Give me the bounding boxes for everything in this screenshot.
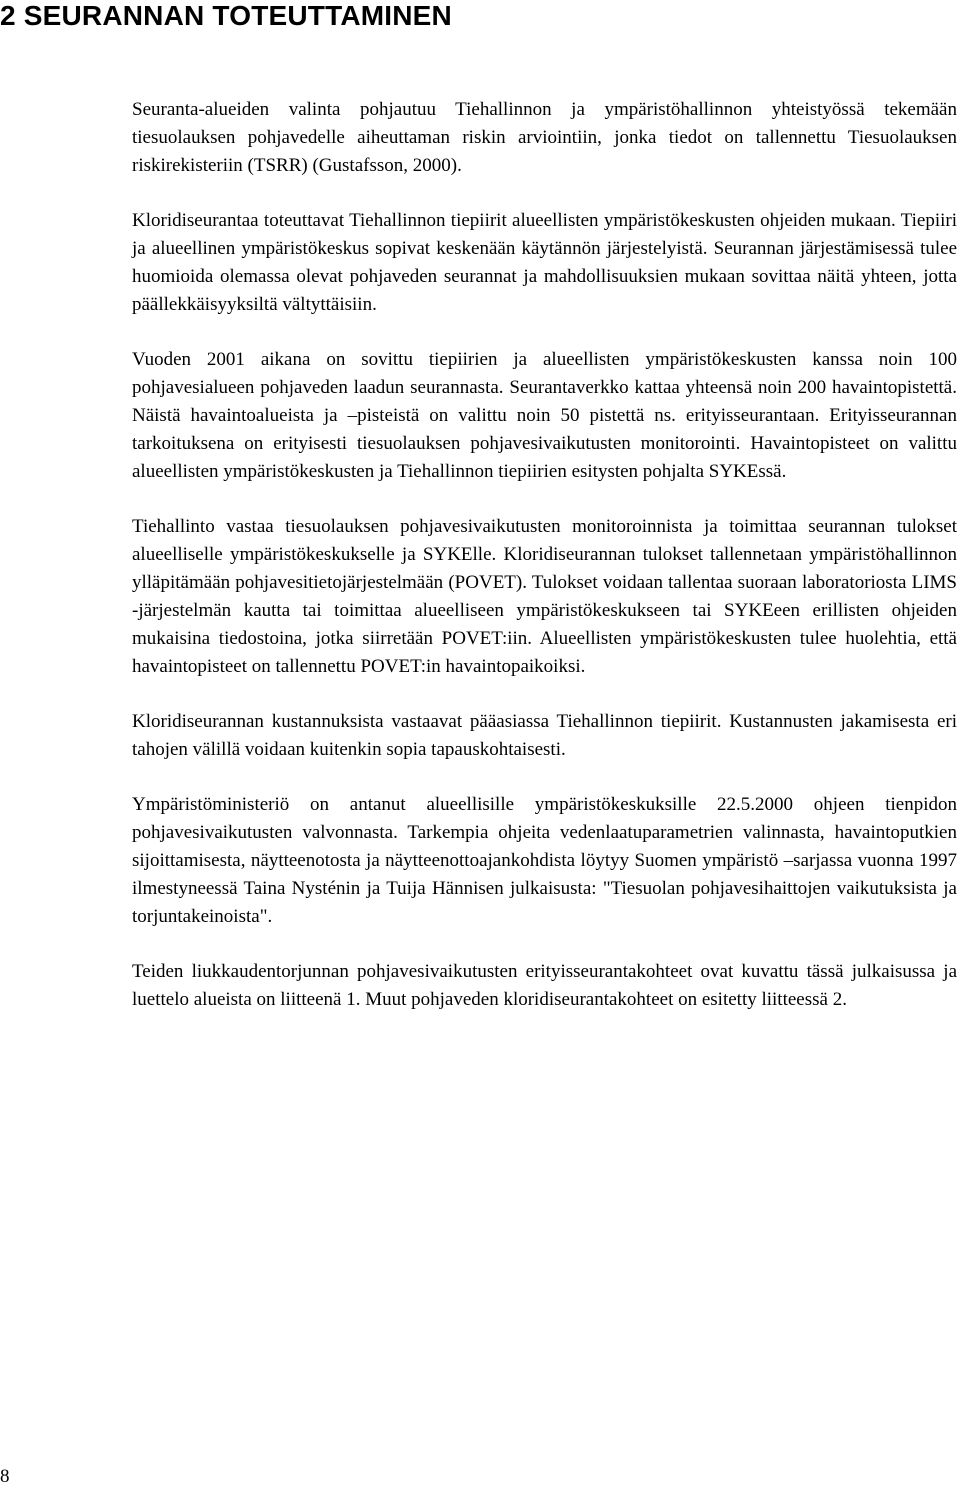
paragraph-chloride-monitoring: Kloridiseurantaa toteuttavat Tiehallinnon tiepiirit alueellisten ympäristökeskusten ohjeiden mukaan. Tiepiiri ja alueellinen ympäristökeskus sopivat keskenään käytännön järjestelyistä. Seurannan järjestämisessä tulee huomioida olemassa olevat pohjaveden seurannat ja mahdollisuuksien mukaan sovittaa näitä yhteen, jotta päällekkäisyyksiltä vältyttäisiin.	[132, 210, 957, 315]
paragraph-ministry-guidance: Ympäristöministeriö on antanut alueellisille ympäristökeskuksille 22.5.2000 ohjeen tienpidon pohjavesivaikutusten valvonnasta. Tarkempia ohjeita vedenlaatuparametrien valinnasta, havaintoputkien sijoittamisesta, näytteenotosta ja näytteenottoajankohdista löytyy Suomen ympäristö –sarjassa vuonna 1997 ilmestyneessä Taina Nysténin ja Tuija Hännisen julkaisusta: "Tiesuolan pohjavesihaittojen vaikutuksista ja torjuntakeinoista".	[132, 794, 957, 927]
page-number: 8	[0, 1466, 10, 1487]
section-heading: 2 SEURANNAN TOTEUTTAMINEN	[0, 0, 452, 31]
paragraph-site-selection: Seuranta-alueiden valinta pohjautuu Tiehallinnon ja ympäristöhallinnon yhteistyössä tekemään tiesuolauksen pohjavedelle aiheuttaman riskin arviointiin, jonka tiedot on tallennettu Tiesuolauksen riskirekisteriin (TSRR) (Gustafsson, 2000).	[132, 99, 957, 176]
section-body	[132, 96, 957, 1041]
paragraph-appendices: Teiden liukkaudentorjunnan pohjavesivaikutusten erityisseurantakohteet ovat kuvattu tässä julkaisussa ja luettelo alueista on liitteenä 1. Muut pohjaveden kloridiseurantakohteet on esitetty liitteessä 2.	[132, 961, 957, 1010]
paragraph-monitoring-network: Vuoden 2001 aikana on sovittu tiepiirien ja alueellisten ympäristökeskusten kanssa noin 100 pohjavesialueen pohjaveden laadun seurannasta. Seurantaverkko kattaa yhteensä noin 200 havaintopistettä. Näistä havaintoalueista ja –pisteistä on valittu noin 50 pistettä ns. erityisseurantaan. Erityisseurannan tarkoituksena on erityisesti tiesuolauksen pohjavesivaikutusten monitorointi. Havaintopisteet on valittu alueellisten ympäristökeskusten ja Tiehallinnon tiepiirien esitysten pohjalta SYKEssä.	[132, 349, 957, 482]
paragraph-results-reporting: Tiehallinto vastaa tiesuolauksen pohjavesivaikutusten monitoroinnista ja toimittaa seurannan tulokset alueelliselle ympäristökeskukselle ja SYKElle. Kloridiseurannan tulokset tallennetaan ympäristöhallinnon ylläpitämään pohjavesitietojärjestelmään (POVET). Tulokset voidaan tallentaa suoraan laboratoriosta LIMS -järjestelmän kautta tai toimittaa alueelliseen ympäristökeskukseen tai SYKEeen erillisten ohjeiden mukaisina tiedostoina, jotka siirretään POVET:iin. Alueellisten ympäristökeskusten tulee huolehtia, että havaintopisteet on tallennettu POVET:in havaintopaikoiksi.	[132, 516, 957, 677]
paragraph-costs: Kloridiseurannan kustannuksista vastaavat pääasiassa Tiehallinnon tiepiirit. Kustannusten jakamisesta eri tahojen välillä voidaan kuitenkin sopia tapauskohtaisesti.	[132, 711, 957, 760]
